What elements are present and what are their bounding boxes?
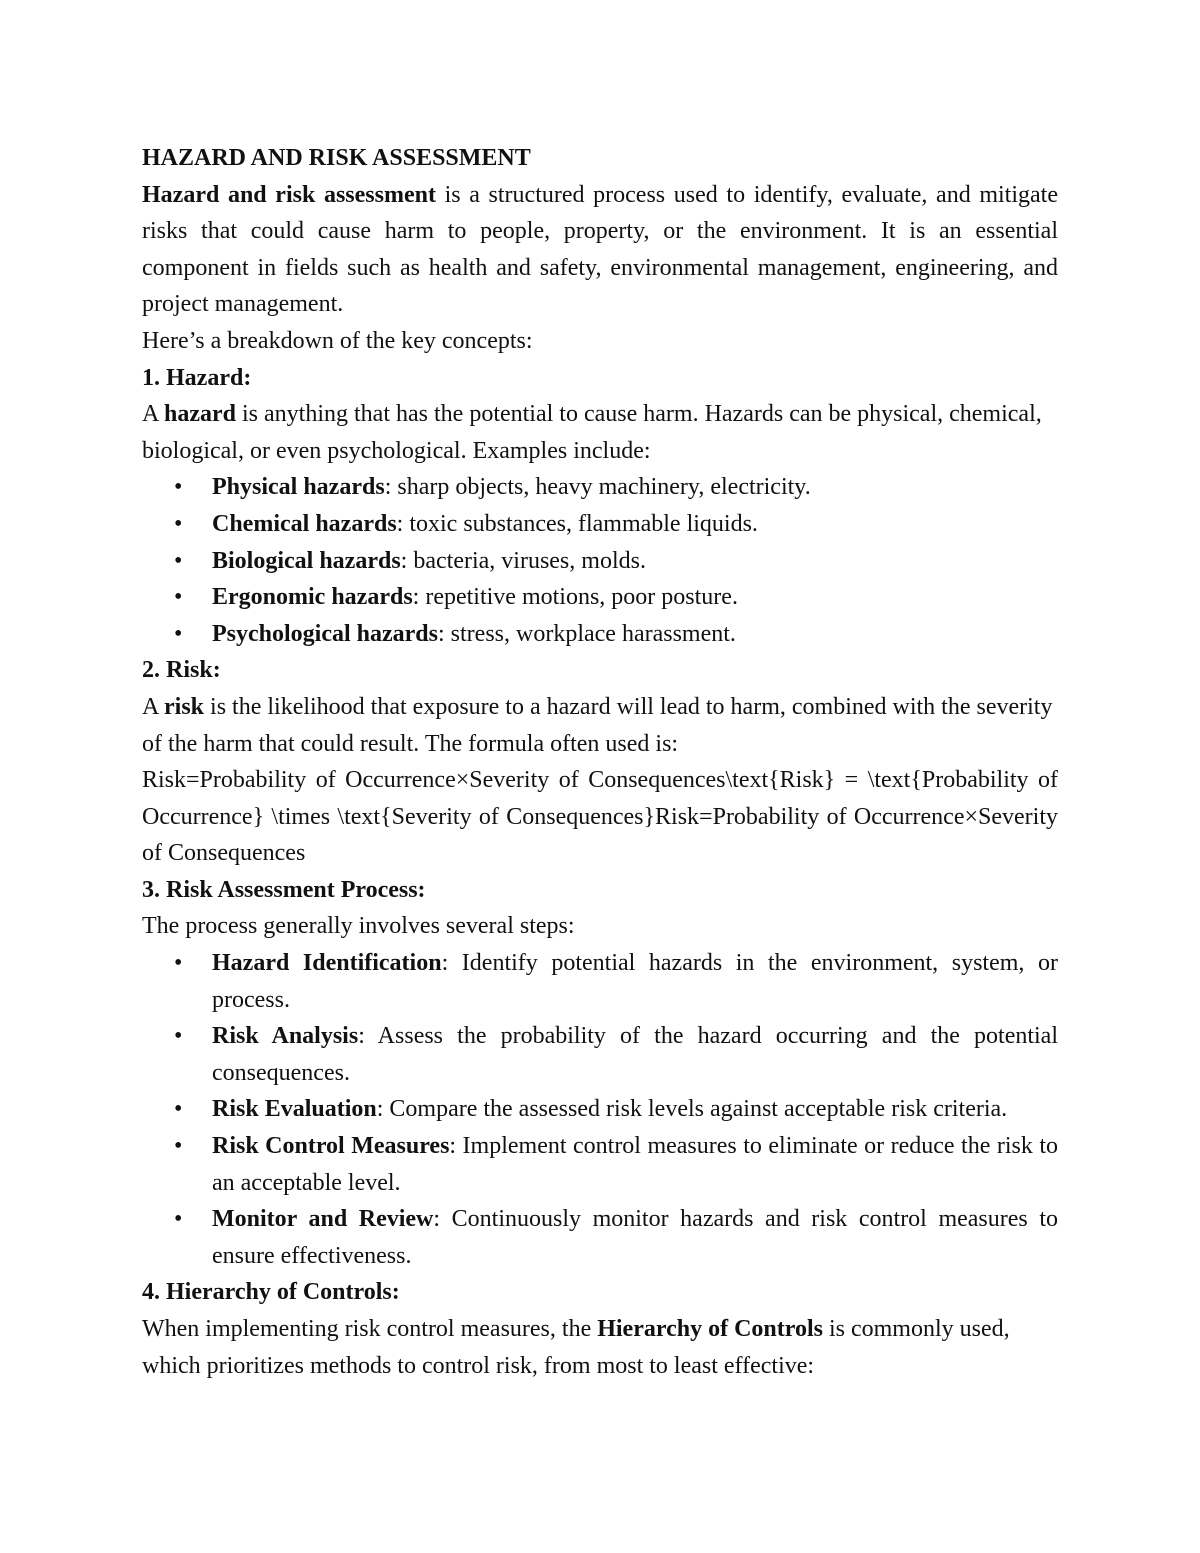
bullet-icon: • [174, 1133, 183, 1160]
bullet-icon: • [174, 547, 183, 574]
process-steps-list [142, 945, 1058, 1274]
list-item-term: Ergonomic hazards [212, 584, 413, 611]
bullet-icon: • [174, 510, 183, 537]
list-item [142, 945, 1058, 1018]
list-item [142, 1018, 1058, 1091]
breakdown-line: Here’s a breakdown of the key concepts: [142, 327, 533, 354]
section2-para-bold: risk [164, 693, 205, 720]
bullet-icon: • [174, 950, 183, 977]
document-title: HAZARD AND RISK ASSESSMENT [142, 145, 531, 171]
list-item [142, 616, 1058, 653]
list-item-desc: : sharp objects, heavy machinery, electricity. [384, 474, 811, 501]
list-item-term: Physical hazards [212, 474, 385, 501]
section2-heading: 2. Risk: [142, 657, 221, 684]
list-item [142, 1091, 1058, 1128]
section2-para-start: A [142, 693, 165, 720]
section1-para-bold: hazard [164, 401, 237, 428]
list-item [142, 1201, 1058, 1274]
section4-para-bold: Hierarchy of Controls [597, 1316, 823, 1342]
hazard-list [142, 469, 1058, 652]
list-item-desc: : Continuously monitor hazards and risk control measures to ensure effectiveness. [212, 1206, 1058, 1269]
intro-text: is a structured process used to identify, evaluate, and mitigate risks that could cause harm to people, property, or the environment. It is an essential component in fields such as health and safety, environmental management, engineering, and project management. [142, 181, 1058, 318]
list-item [142, 469, 1058, 506]
list-item-desc: : Identify potential hazards in the environment, system, or process. [212, 950, 1058, 1013]
list-item-term: Risk Evaluation [212, 1096, 377, 1123]
list-item-term: Chemical hazards [212, 510, 397, 537]
list-item [142, 579, 1058, 616]
section1-heading: 1. Hazard: [142, 364, 252, 391]
section3-heading: 3. Risk Assessment Process: [142, 876, 426, 903]
risk-formula: Risk=Probability of Occurrence×Severity of Consequences\text{Risk} = \text{Probability of Occurrence} \times \text{Severity of Consequences}Risk=Probability of Occurrence×Severity of Consequences [142, 767, 1058, 867]
list-item-desc: : Implement control measures to eliminate or reduce the risk to an acceptable level. [212, 1133, 1058, 1196]
intro-paragraph [142, 177, 1058, 323]
section2-paragraph [142, 689, 1058, 762]
list-item-desc: : Compare the assessed risk levels against acceptable risk criteria. [376, 1096, 1008, 1123]
section1-para-rest: is anything that has the potential to cause harm. Hazards can be physical, chemical, biological, or even psychological. Examples include: [142, 401, 1042, 464]
list-item-desc: : bacteria, viruses, molds. [400, 547, 646, 574]
section4-para-rest: is commonly used, which prioritizes methods to control risk, from most to least effective: [142, 1316, 1010, 1379]
bullet-icon: • [174, 620, 183, 647]
intro-bold-term: Hazard and risk assessment [142, 181, 436, 208]
bullet-icon: • [174, 1206, 183, 1233]
section3-intro: The process generally involves several steps: [142, 913, 575, 940]
section4-heading: 4. Hierarchy of Controls: [142, 1279, 400, 1306]
list-item-term: Hazard Identification [212, 950, 442, 977]
list-item-term: Psychological hazards [212, 620, 438, 647]
bullet-icon: • [174, 474, 183, 501]
list-item-desc: : repetitive motions, poor posture. [412, 584, 738, 611]
list-item-desc: : stress, workplace harassment. [438, 620, 736, 647]
list-item-desc: : Assess the probability of the hazard occurring and the potential consequences. [212, 1023, 1059, 1086]
section4-para-start: When implementing risk control measures, the [142, 1316, 598, 1342]
bullet-icon: • [174, 1096, 183, 1123]
list-item-term: Risk Control Measures [212, 1133, 450, 1160]
section1-paragraph [142, 396, 1058, 469]
list-item [142, 506, 1058, 543]
list-item [142, 1128, 1058, 1201]
section2-para-rest: is the likelihood that exposure to a hazard will lead to harm, combined with the severity of the harm that could result. The formula often used is: [142, 693, 1053, 757]
list-item [142, 543, 1058, 580]
section1-para-start: A [142, 401, 165, 428]
bullet-icon: • [174, 1023, 183, 1050]
list-item-term: Biological hazards [212, 547, 401, 574]
section4-paragraph [142, 1311, 1058, 1384]
list-item-term: Monitor and Review [212, 1206, 434, 1233]
document-page [142, 140, 1058, 1384]
list-item-term: Risk Analysis [212, 1023, 359, 1050]
list-item-desc: : toxic substances, flammable liquids. [396, 510, 758, 537]
bullet-icon: • [174, 584, 183, 611]
